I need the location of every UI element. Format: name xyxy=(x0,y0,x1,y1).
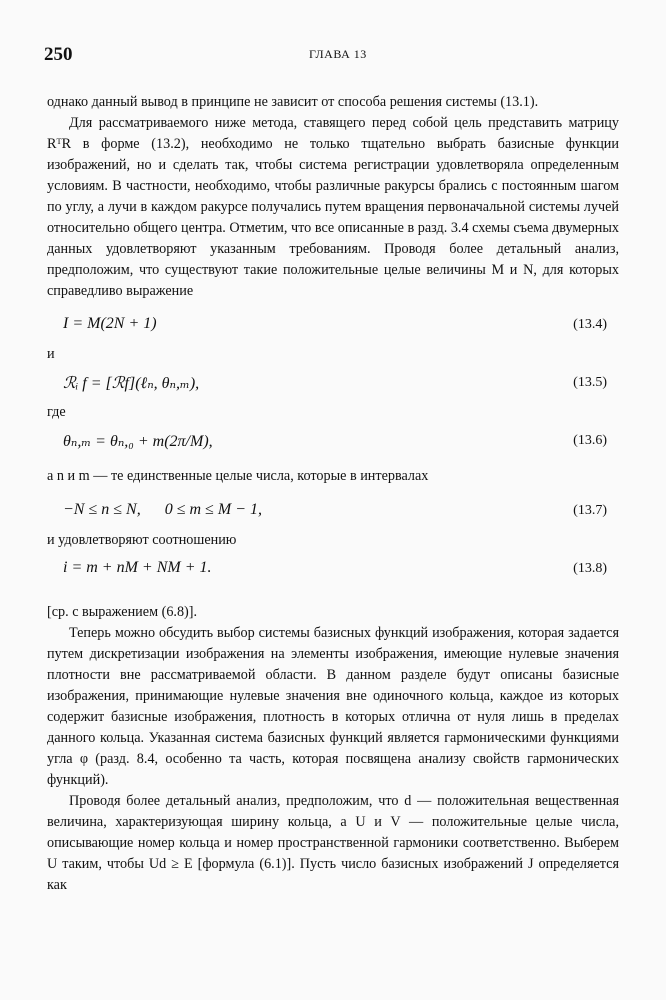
page-body xyxy=(47,92,619,896)
equation-formula: I = M(2N + 1) xyxy=(63,315,157,332)
equation-number: (13.5) xyxy=(573,375,607,390)
paragraph: Теперь можно обсудить выбор системы базисных функций изображения, которая задается путем дискретизации изображения на элементы изображения, имеющие нулевые значения плотности вне рассматриваемой области. В данном разделе будут описаны базисные изображения, принимающие нулевые значения вне одиночного кольца, каждое из которых содержит базисные изображения, плотность в которых отлична от нуля лишь в пределах данного кольца. Указанная система базисных функций является гармоническими функциями угла φ (разд. 8.4, особенно та часть, которая посвящена анализу свойств гармонических функций). xyxy=(47,625,619,788)
text-satisfy: и удовлетворяют соотношению xyxy=(47,532,237,548)
equation-formula: θₙ,ₘ = θₙ,₀ + m(2π/M), xyxy=(63,433,213,450)
equation-number: (13.7) xyxy=(573,503,607,518)
equation-number: (13.6) xyxy=(573,433,607,448)
text-where: где xyxy=(47,404,66,420)
equation-13-6 xyxy=(47,431,619,452)
text-condition: а n и m — те единственные целые числа, которые в интервалах xyxy=(47,468,429,484)
equation-13-5 xyxy=(47,373,619,394)
running-head: ГЛАВА 13 xyxy=(309,47,367,61)
equation-13-8 xyxy=(47,559,619,580)
text-and: и xyxy=(47,346,55,362)
equation-number: (13.8) xyxy=(573,561,607,576)
equation-formula: −N ≤ n ≤ N, 0 ≤ m ≤ M − 1, xyxy=(63,501,262,518)
equation-number: (13.4) xyxy=(573,317,607,332)
equation-formula: i = m + nM + NM + 1. xyxy=(63,559,212,576)
paragraph: Проводя более детальный анализ, предположим, что d — положительная вещественная величина, характеризующая ширину кольца, а U и V — положительные целые числа, описывающие номер кольца и номер пространственной гармоники соответственно. Выберем U таким, чтобы Ud ≥ E [формула (6.1)]. Пусть число базисных изображений J определяется как xyxy=(47,793,619,893)
equation-13-7 xyxy=(47,501,619,522)
equation-13-4 xyxy=(47,315,619,336)
page-number: 250 xyxy=(44,44,73,65)
paragraph: однако данный вывод в принципе не зависит от способа решения системы (13.1). xyxy=(47,94,539,110)
paragraph: Для рассматриваемого ниже метода, ставящего перед собой цель представить матрицу RᵀR в форме (13.2), необходимо не только тщательно выбрать базисные функции изображений, но и сделать так, чтобы система регистрации удовлетворяла определенным условиям. В частности, необходимо, чтобы различные ракурсы брались с постоянным шагом по углу, а лучи в каждом ракурсе получались путем вращения первоначальной системы лучей относительно общего центра. Отметим, что все описанные в разд. 3.4 схемы съема двумерных данных удовлетворяют указанным требованиям. Проводя более детальный анализ, предположим, что существуют такие положительные целые величины M и N, для которых справедливо выражение xyxy=(47,115,619,299)
paragraph: [ср. с выражением (6.8)]. xyxy=(47,604,198,620)
page-header xyxy=(44,44,606,68)
equation-formula: ℛᵢ f = [ℛf](ℓₙ, θₙ,ₘ), xyxy=(63,375,200,392)
